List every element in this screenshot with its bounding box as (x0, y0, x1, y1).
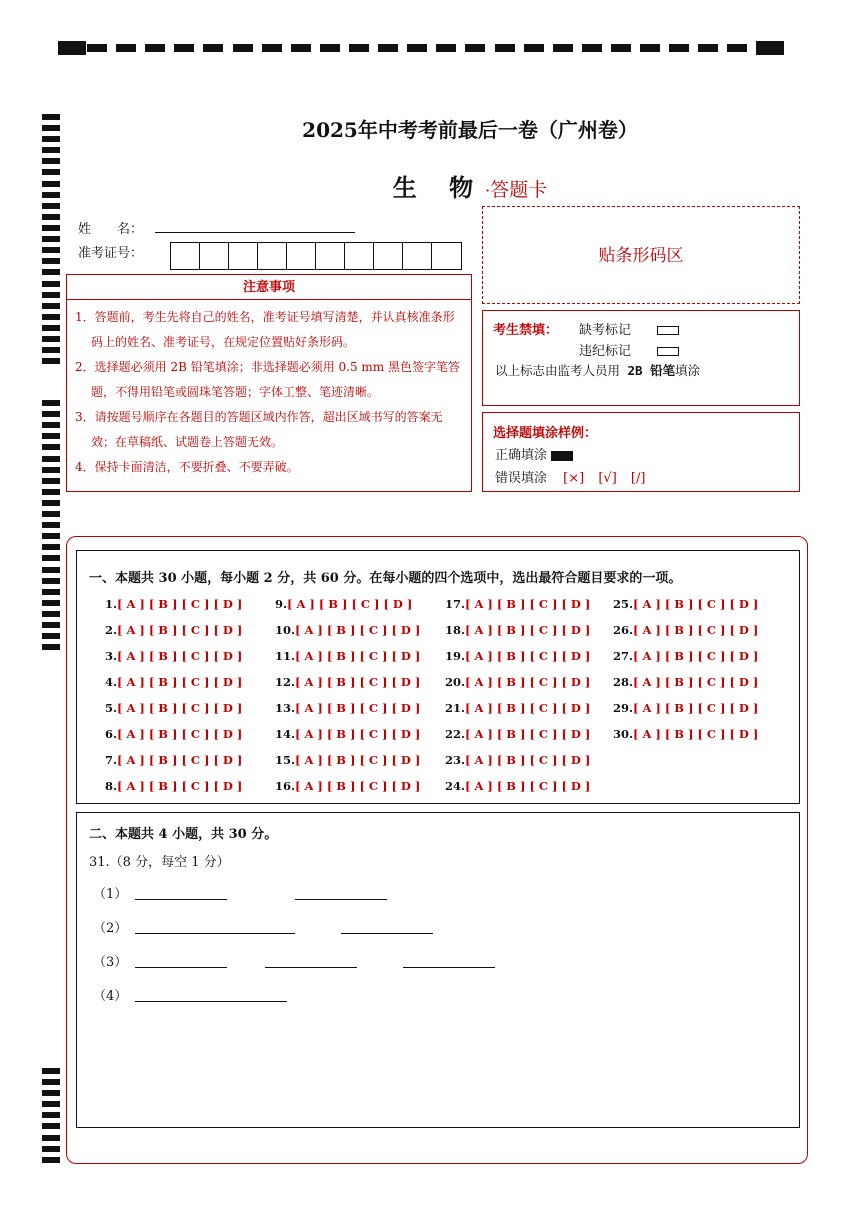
timing-mark (42, 444, 60, 450)
timing-mark (349, 44, 369, 52)
id-digit-box[interactable] (258, 243, 287, 269)
answer-blank[interactable] (295, 899, 387, 900)
subquestion-label: （4） (93, 989, 128, 1004)
answer-options[interactable]: [ A ] [ B ] [ C ] [ D ] (117, 701, 243, 715)
id-digit-box[interactable] (316, 243, 345, 269)
question-number: 6. (105, 727, 118, 741)
answer-options[interactable]: [ A ] [ B ] [ C ] [ D ] (117, 779, 243, 793)
timing-mark (42, 1157, 60, 1163)
timing-mark (42, 1101, 60, 1107)
subject-row (300, 168, 640, 203)
question-31-header: 31.（8 分，每空 1 分） (89, 855, 230, 870)
timing-mark (42, 181, 60, 187)
answer-options[interactable]: [ A ] [ B ] [ C ] [ D ] (295, 675, 421, 689)
choice-question-16[interactable] (275, 779, 420, 793)
timing-mark (407, 44, 427, 52)
id-digit-box[interactable] (229, 243, 258, 269)
timing-mark (42, 192, 60, 198)
question-number: 2. (105, 623, 118, 637)
id-digit-box[interactable] (287, 243, 316, 269)
answer-options[interactable]: [ A ] [ B ] [ C ] [ D ] (295, 727, 421, 741)
proctor-note-suffix: 填涂 (675, 363, 701, 378)
notice-item: 3．请按题号顺序在各题目的答题区域内作答，超出区域书写的答案无效；在草稿纸、试题卷上答题无效。 (75, 410, 443, 449)
timing-mark (42, 292, 60, 298)
timing-mark (42, 314, 60, 320)
question-number: 5. (105, 701, 118, 715)
proctor-only-title: 考生禁填： (493, 323, 559, 338)
answer-options[interactable]: [ A ] [ B ] [ C ] [ D ] (117, 649, 243, 663)
choice-question-26[interactable] (613, 623, 758, 637)
timing-mark (145, 44, 165, 52)
answer-blank[interactable] (135, 967, 227, 968)
answer-options[interactable]: [ A ] [ B ] [ C ] [ D ] (465, 597, 591, 611)
barcode-area (482, 206, 800, 304)
timing-mark (42, 214, 60, 220)
choice-question-12[interactable] (275, 675, 420, 689)
answer-options[interactable]: [ A ] [ B ] [ C ] [ D ] (295, 649, 421, 663)
timing-mark (42, 544, 60, 550)
choice-question-1[interactable] (105, 597, 242, 611)
timing-mark (495, 44, 515, 52)
answer-options[interactable]: [ A ] [ B ] [ C ] [ D ] (465, 727, 591, 741)
timing-mark (42, 358, 60, 364)
wrong-fill-row (495, 467, 645, 486)
notice-item: 1．答题前，考生先将自己的姓名，准考证号填写清楚，并认真核准条形码上的姓名、准考证号，在规定位置贴好条形码。 (75, 310, 455, 349)
barcode-label: 贴条形码区 (598, 246, 684, 266)
timing-mark (42, 1079, 60, 1085)
section-1-choice (76, 550, 800, 804)
timing-mark (203, 44, 223, 52)
absent-mark-label: 缺考标记 (579, 323, 632, 338)
timing-mark (42, 336, 60, 342)
answer-options[interactable]: [ A ] [ B ] [ C ] [ D ] (117, 753, 243, 767)
answer-options[interactable]: [ A ] [ B ] [ C ] [ D ] (465, 649, 591, 663)
subquestion-label: （3） (93, 955, 128, 970)
timing-mark (320, 44, 340, 52)
timing-mark (42, 567, 60, 573)
question-number: 9. (275, 597, 288, 611)
answer-options[interactable]: [ A ] [ B ] [ C ] [ D ] (117, 727, 243, 741)
answer-options[interactable]: [ A ] [ B ] [ C ] [ D ] (465, 779, 591, 793)
timing-mark (42, 644, 60, 650)
violation-mark-label: 违纪标记 (579, 344, 632, 359)
timing-mark (42, 269, 60, 275)
notice-item: 4．保持卡面清洁，不要折叠、不要弄破。 (75, 460, 299, 474)
timing-mark (42, 1090, 60, 1096)
answer-options[interactable]: [ A ] [ B ] [ C ] [ D ] (117, 675, 243, 689)
answer-blank[interactable] (341, 933, 433, 934)
id-digit-box[interactable] (403, 243, 432, 269)
timing-mark (42, 1123, 60, 1129)
timing-mark (233, 44, 253, 52)
id-digit-box[interactable] (345, 243, 374, 269)
id-digit-box[interactable] (374, 243, 403, 269)
answer-options[interactable]: [ A ] [ B ] [ C ] [ D ] (465, 753, 591, 767)
question-number: 4. (105, 675, 118, 689)
timing-mark (42, 1068, 60, 1074)
answer-options[interactable]: [ A ] [ B ] [ C ] [ D ] (633, 597, 759, 611)
choice-question-13[interactable] (275, 701, 420, 715)
violation-mark-row (579, 340, 679, 359)
question-number: 14. (275, 727, 296, 741)
question-number: 17. (445, 597, 466, 611)
choice-question-19[interactable] (445, 649, 590, 663)
proctor-note-prefix: 以上标志由监考人员用 (495, 363, 628, 378)
title-separator: · (485, 181, 491, 200)
question-number: 10. (275, 623, 296, 637)
choice-question-27[interactable] (613, 649, 758, 663)
choice-question-15[interactable] (275, 753, 420, 767)
answer-options[interactable]: [ A ] [ B ] [ C ] [ D ] (295, 753, 421, 767)
question-number: 24. (445, 779, 466, 793)
answer-options[interactable]: [ A ] [ B ] [ C ] [ D ] (633, 727, 759, 741)
timing-mark (436, 44, 456, 52)
exam-title: 2025年中考考前最后一卷（广州卷） (302, 118, 638, 142)
timing-mark (698, 44, 718, 52)
question-number: 21. (445, 701, 466, 715)
timing-mark (42, 1135, 60, 1141)
timing-mark (42, 303, 60, 309)
question-number: 13. (275, 701, 296, 715)
name-field[interactable] (155, 232, 355, 233)
answer-options[interactable]: [ A ] [ B ] [ C ] [ D ] (633, 675, 759, 689)
absent-mark-row (579, 319, 679, 338)
subquestion-label: （2） (93, 921, 128, 936)
name-label: 姓 名： (78, 222, 144, 237)
choice-question-28[interactable] (613, 675, 758, 689)
answer-options[interactable]: [ A ] [ B ] [ C ] [ D ] (295, 779, 421, 793)
correct-fill-label: 正确填涂 (495, 448, 548, 463)
timing-mark (42, 500, 60, 506)
timing-mark (42, 478, 60, 484)
answer-options[interactable]: [ A ] [ B ] [ C ] [ D ] (633, 701, 759, 715)
timing-mark (42, 225, 60, 231)
timing-mark (42, 236, 60, 242)
answer-options[interactable]: [ A ] [ B ] [ C ] [ D ] (633, 649, 759, 663)
question-number: 1. (105, 597, 118, 611)
answer-blank[interactable] (135, 899, 227, 900)
timing-mark (87, 44, 107, 52)
question-number: 22. (445, 727, 466, 741)
answer-blank[interactable] (135, 933, 295, 934)
choice-question-30[interactable] (613, 727, 758, 741)
exam-id-boxes[interactable] (170, 242, 462, 270)
choice-question-22[interactable] (445, 727, 590, 741)
violation-mark-box[interactable] (657, 347, 679, 356)
notice-list (67, 300, 471, 480)
timing-mark (42, 633, 60, 639)
timing-mark (174, 44, 194, 52)
question-number: 16. (275, 779, 296, 793)
choice-question-11[interactable] (275, 649, 420, 663)
notice-heading: 注意事项 (67, 275, 471, 300)
answer-options[interactable]: [ A ] [ B ] [ C ] [ D ] (295, 623, 421, 637)
question-number: 18. (445, 623, 466, 637)
timing-mark (42, 203, 60, 209)
wrong-fill-label: 错误填涂 (495, 471, 548, 486)
timing-mark (42, 600, 60, 606)
section-1-title: 一、本题共 30 小题，每小题 2 分，共 60 分。在每小题的四个选项中，选出最符合题目要求的一项。 (89, 571, 682, 586)
timing-mark (42, 1112, 60, 1118)
timing-mark (291, 44, 311, 52)
id-digit-box[interactable] (432, 243, 461, 269)
timing-mark (669, 44, 689, 52)
question-number: 23. (445, 753, 466, 767)
choice-question-2[interactable] (105, 623, 242, 637)
question-number: 26. (613, 623, 634, 637)
subject-name: 生 物 (392, 173, 486, 202)
subquestion-label: （1） (93, 887, 128, 902)
timing-mark (58, 41, 86, 55)
section-2-written (76, 812, 800, 1128)
timing-mark (727, 44, 747, 52)
timing-mark (42, 114, 60, 120)
question-number: 8. (105, 779, 118, 793)
answer-blank[interactable] (403, 967, 495, 968)
question-number: 12. (275, 675, 296, 689)
absent-mark-box[interactable] (657, 326, 679, 335)
answer-options[interactable]: [ A ] [ B ] [ C ] [ D ] (295, 701, 421, 715)
answer-options[interactable]: [ A ] [ B ] [ C ] [ D ] (117, 623, 243, 637)
wrong-mark-slash: [/] (630, 471, 646, 486)
question-number: 15. (275, 753, 296, 767)
notice-panel (66, 274, 472, 492)
choice-question-20[interactable] (445, 675, 590, 689)
proctor-note (495, 361, 700, 379)
timing-mark (582, 44, 602, 52)
notice-item: 2．选择题必须用 2B 铅笔填涂；非选择题必须用 0.5 mm 黑色签字笔答题，不得用铅笔或圆珠笔答题；字体工整、笔迹清晰。 (75, 360, 461, 399)
card-label: 答题卡 (490, 179, 548, 201)
section-2-title: 二、本题共 4 小题，共 30 分。 (89, 827, 278, 842)
timing-mark (42, 1146, 60, 1152)
timing-mark (42, 433, 60, 439)
timing-mark (42, 467, 60, 473)
timing-mark (262, 44, 282, 52)
answer-options[interactable]: [ A ] [ B ] [ C ] [ D ] (465, 701, 591, 715)
question-number: 20. (445, 675, 466, 689)
choice-question-10[interactable] (275, 623, 420, 637)
answer-options[interactable]: [ A ] [ B ] [ C ] [ D ] (633, 623, 759, 637)
timing-mark (42, 281, 60, 287)
timing-mark (42, 158, 60, 164)
timing-mark (116, 44, 136, 52)
choice-question-3[interactable] (105, 649, 242, 663)
answer-options[interactable]: [ A ] [ B ] [ C ] [ D ] (287, 597, 413, 611)
proctor-note-bold: 2B 铅笔 (627, 363, 676, 378)
timing-mark (42, 136, 60, 142)
timing-mark (42, 347, 60, 353)
choice-question-8[interactable] (105, 779, 242, 793)
timing-mark (553, 44, 573, 52)
timing-mark (378, 44, 398, 52)
timing-mark (42, 589, 60, 595)
id-label: 准考证号： (78, 246, 144, 261)
fill-sample-panel (482, 412, 800, 492)
choice-question-6[interactable] (105, 727, 242, 741)
timing-mark (42, 411, 60, 417)
question-number: 19. (445, 649, 466, 663)
question-number: 11. (275, 649, 296, 663)
timing-mark (640, 44, 660, 52)
proctor-only-panel (482, 310, 800, 406)
correct-fill-row (495, 444, 573, 463)
answer-options[interactable]: [ A ] [ B ] [ C ] [ D ] (117, 597, 243, 611)
choice-question-5[interactable] (105, 701, 242, 715)
question-number: 7. (105, 753, 118, 767)
timing-mark (42, 169, 60, 175)
choice-question-9[interactable] (275, 597, 412, 611)
choice-question-18[interactable] (445, 623, 590, 637)
timing-mark (42, 456, 60, 462)
timing-mark (42, 511, 60, 517)
question-number: 28. (613, 675, 634, 689)
fill-sample-title: 选择题填涂样例： (493, 426, 598, 441)
question-number: 30. (613, 727, 634, 741)
choice-question-4[interactable] (105, 675, 242, 689)
timing-mark (42, 555, 60, 561)
timing-mark (611, 44, 631, 52)
choice-question-7[interactable] (105, 753, 242, 767)
timing-mark (42, 489, 60, 495)
timing-mark (42, 325, 60, 331)
id-digit-box[interactable] (171, 243, 200, 269)
answer-blank[interactable] (265, 967, 357, 968)
timing-mark (42, 578, 60, 584)
wrong-mark-cross: [×] (563, 471, 585, 486)
timing-mark (524, 44, 544, 52)
timing-mark (42, 400, 60, 406)
question-number: 25. (613, 597, 634, 611)
wrong-mark-check: [√] (598, 471, 617, 486)
choice-question-17[interactable] (445, 597, 590, 611)
answer-blank[interactable] (135, 1001, 287, 1002)
choice-question-23[interactable] (445, 753, 590, 767)
choice-question-14[interactable] (275, 727, 420, 741)
choice-question-25[interactable] (613, 597, 758, 611)
choice-question-29[interactable] (613, 701, 758, 715)
timing-mark (42, 422, 60, 428)
timing-mark (42, 522, 60, 528)
timing-mark (42, 258, 60, 264)
timing-mark (756, 41, 784, 55)
choice-question-21[interactable] (445, 701, 590, 715)
timing-mark (42, 622, 60, 628)
question-number: 29. (613, 701, 634, 715)
timing-mark (42, 147, 60, 153)
timing-mark (42, 611, 60, 617)
question-number: 27. (613, 649, 634, 663)
timing-mark (42, 533, 60, 539)
filled-block-icon (551, 451, 573, 461)
timing-mark (465, 44, 485, 52)
answer-options[interactable]: [ A ] [ B ] [ C ] [ D ] (465, 675, 591, 689)
choice-question-24[interactable] (445, 779, 590, 793)
question-number: 3. (105, 649, 118, 663)
timing-mark (42, 247, 60, 253)
id-digit-box[interactable] (200, 243, 229, 269)
answer-options[interactable]: [ A ] [ B ] [ C ] [ D ] (465, 623, 591, 637)
timing-mark (42, 125, 60, 131)
